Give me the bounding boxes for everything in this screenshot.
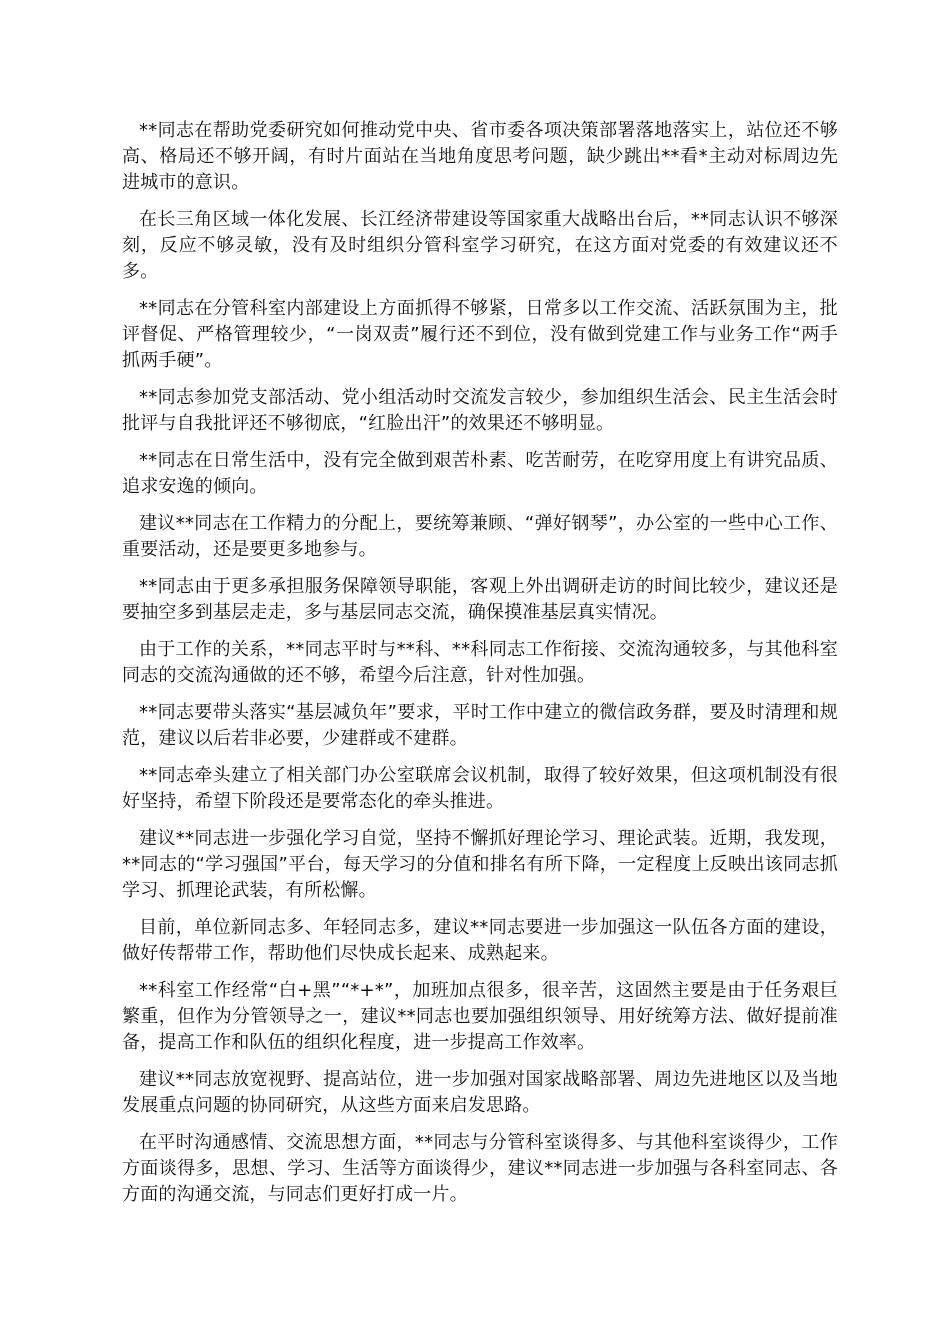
paragraph-7: **同志由于更多承担服务保障领导职能，客观上外出调研走访的时间比较少，建议还是要抽空多到基层走走，多与基层同志交流，确保摸准基层真实情况。 bbox=[122, 576, 838, 623]
paragraph-6: 建议**同志在工作精力的分配上，要统筹兼顾、“弹好钢琴”，办公室的一些中心工作、重要活动，还是要更多地参与。 bbox=[122, 513, 838, 560]
paragraph-10: **同志牵头建立了相关部门办公室联席会议机制，取得了较好效果，但这项机制没有很好坚持，希望下阶段还是要常态化的牵头推进。 bbox=[122, 765, 838, 812]
paragraph-14: 建议**同志放宽视野、提高站位，进一步加强对国家战略部署、周边先进地区以及当地发展重点问题的协同研究，从这些方面来启发思路。 bbox=[122, 1069, 838, 1116]
paragraph-5: **同志在日常生活中，没有完全做到艰苦朴素、吃苦耐劳，在吃穿用度上有讲究品质、追求安逸的倾向。 bbox=[122, 450, 838, 497]
paragraph-9: **同志要带头落实“基层减负年”要求，平时工作中建立的微信政务群，要及时清理和规范，建议以后若非必要，少建群或不建群。 bbox=[122, 702, 838, 749]
paragraph-15: 在平时沟通感情、交流思想方面，**同志与分管科室谈得多、与其他科室谈得少，工作方面谈得多，思想、学习、生活等方面谈得少，建议**同志进一步加强与各科室同志、各方面的沟通交流，与同志们更好打成一片。 bbox=[122, 1132, 838, 1205]
paragraph-8: 由于工作的关系，**同志平时与**科、**科同志工作衔接、交流沟通较多，与其他科室同志的交流沟通做的还不够，希望今后注意，针对性加强。 bbox=[122, 639, 838, 686]
paragraph-1: **同志在帮助党委研究如何推动党中央、省市委各项决策部署落地落实上，站位还不够高、格局还不够开阔，有时片面站在当地角度思考问题，缺少跳出**看*主动对标周边先进城市的意识。 bbox=[122, 120, 838, 193]
paragraph-4: **同志参加党支部活动、党小组活动时交流发言较少，参加组织生活会、民主生活会时批评与自我批评还不够彻底，“红脸出汗”的效果还不够明显。 bbox=[122, 387, 838, 434]
paragraph-11: 建议**同志进一步强化学习自觉，坚持不懈抓好理论学习、理论武装。近期，我发现，**同志的“学习强国”平台，每天学习的分值和排名有所下降，一定程度上反映出该同志抓学习、抓理论武装，有所松懈。 bbox=[122, 828, 838, 901]
paragraph-3: **同志在分管科室内部建设上方面抓得不够紧，日常多以工作交流、活跃氛围为主，批评督促、严格管理较少，“一岗双责”履行还不到位，没有做到党建工作与业务工作“两手抓两手硬”。 bbox=[122, 298, 838, 371]
paragraph-12: 目前，单位新同志多、年轻同志多，建议**同志要进一步加强这一队伍各方面的建设，做好传帮带工作，帮助他们尽快成长起来、成熟起来。 bbox=[122, 917, 838, 964]
paragraph-13: **科室工作经常“白+黑”“*+*”，加班加点很多，很辛苦，这固然主要是由于任务艰巨繁重，但作为分管领导之一，建议**同志也要加强组织领导、用好统筹方法、做好提前准备，提高工作和队伍的组织化程度，进一步提高工作效率。 bbox=[122, 980, 838, 1053]
paragraph-2: 在长三角区域一体化发展、长江经济带建设等国家重大战略出台后，**同志认识不够深刻，反应不够灵敏，没有及时组织分管科室学习研究，在这方面对党委的有效建议还不多。 bbox=[122, 209, 838, 282]
document-body bbox=[122, 118, 838, 1219]
